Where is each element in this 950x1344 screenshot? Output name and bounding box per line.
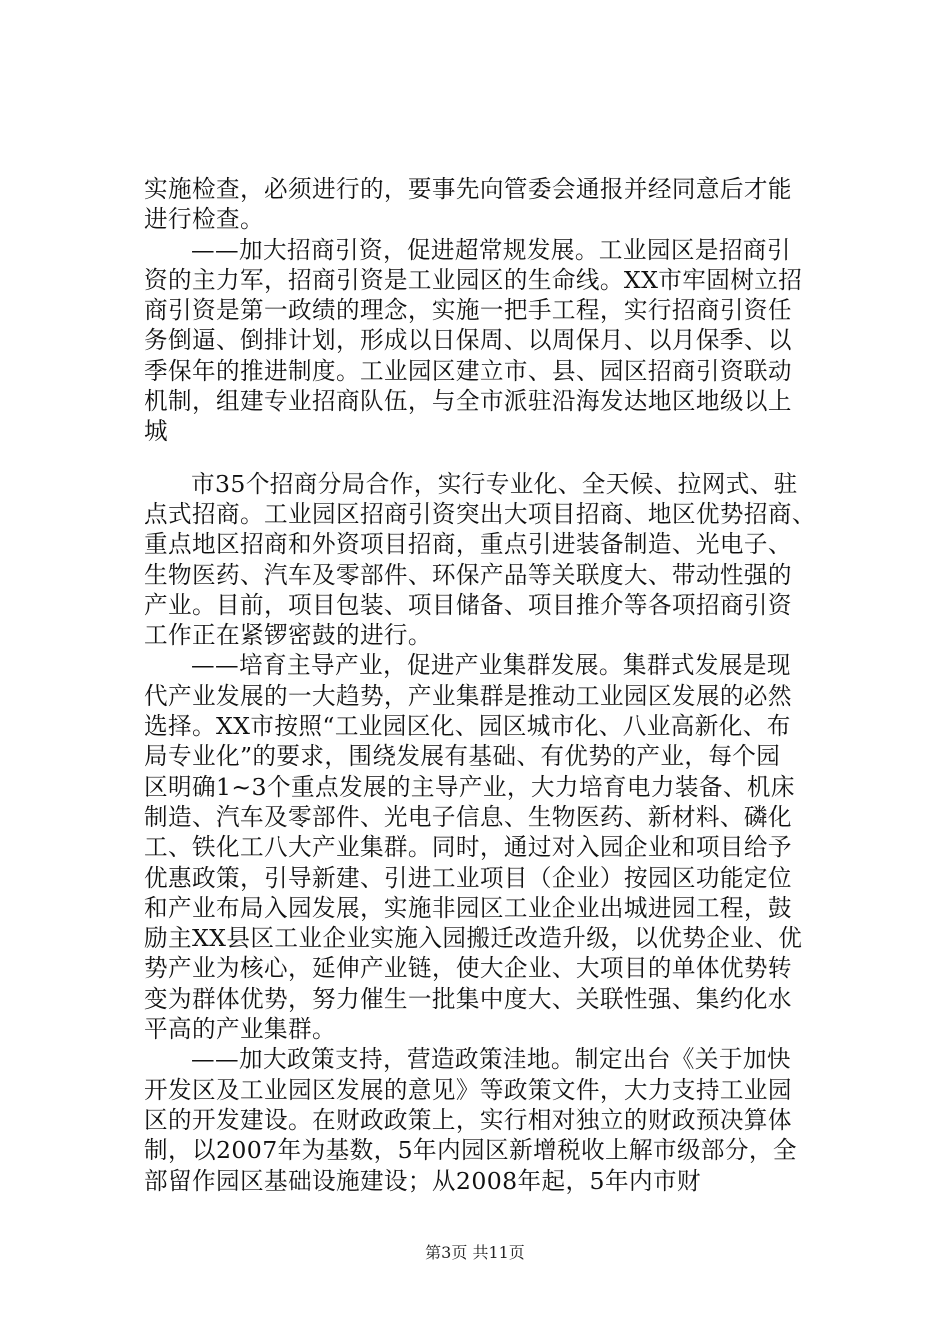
- text-line: 城: [144, 417, 168, 446]
- text-line: 代产业发展的一大趋势，产业集群是推动工业园区发展的必然: [144, 681, 792, 710]
- paragraph-start-line: ——加大招商引资，促进超常规发展。工业园区是招商引: [191, 235, 791, 264]
- text-line: 工作正在紧锣密鼓的进行。: [144, 621, 432, 650]
- text-line: 生物医药、汽车及零部件、环保产品等关联度大、带动性强的: [144, 560, 792, 589]
- text-line: 局专业化”的要求，围绕发展有基础、有优势的产业，每个园: [144, 742, 781, 771]
- text-line: 部留作园区基础设施建设；从2008年起，5年内市财: [144, 1166, 701, 1195]
- text-line: 区的开发建设。在财政政策上，实行相对独立的财政预决算体: [144, 1105, 792, 1134]
- text-line: 制，以2007年为基数，5年内园区新增税收上解市级部分，全: [144, 1136, 797, 1165]
- paragraph-gap: [144, 447, 844, 469]
- text-line: 机制，组建专业招商队伍，与全市派驻沿海发达地区地级以上: [144, 387, 792, 416]
- text-line: 季保年的推进制度。工业园区建立市、县、园区招商引资联动: [144, 356, 792, 385]
- text-line: 制造、汽车及零部件、光电子信息、生物医药、新材料、磷化: [144, 802, 792, 831]
- text-line: 资的主力军，招商引资是工业园区的生命线。XX市牢固树立招: [144, 265, 803, 294]
- page-number-footer: 第3页 共11页: [425, 1243, 525, 1262]
- text-line: 平高的产业集群。: [144, 1015, 336, 1044]
- text-line: 进行检查。: [144, 205, 264, 234]
- text-line: 重点地区招商和外资项目招商，重点引进装备制造、光电子、: [144, 530, 792, 559]
- paragraph-start-line: ——培育主导产业，促进产业集群发展。集群式发展是现: [191, 651, 791, 680]
- text-line: 产业。目前，项目包装、项目储备、项目推介等各项招商引资: [144, 590, 792, 619]
- paragraph-start-line: 市35个招商分局合作，实行专业化、全天候、拉网式、驻: [191, 469, 798, 498]
- text-line: 和产业布局入园发展，实施非园区工业企业出城进园工程，鼓: [144, 893, 792, 922]
- document-body: [144, 174, 844, 1196]
- text-line: 工、铁化工八大产业集群。同时，通过对入园企业和项目给予: [144, 833, 792, 862]
- text-line: 点式招商。工业园区招商引资突出大项目招商、地区优势招商、: [144, 499, 816, 528]
- text-line: 变为群体优势，努力催生一批集中度大、关联性强、集约化水: [144, 984, 792, 1013]
- text-line: 选择。XX市按照“工业园区化、园区城市化、八业高新化、布: [144, 712, 791, 741]
- text-line: 优惠政策，引导新建、引进工业项目（企业）按园区功能定位: [144, 863, 792, 892]
- text-line: 开发区及工业园区发展的意见》等政策文件，大力支持工业园: [144, 1075, 792, 1104]
- text-line: 区明确1~3个重点发展的主导产业，大力培育电力装备、机床: [144, 772, 795, 801]
- paragraph-start-line: ——加大政策支持，营造政策洼地。制定出台《关于加快: [191, 1045, 791, 1074]
- text-line: 励主XX县区工业企业实施入园搬迁改造升级，以优势企业、优: [144, 924, 803, 953]
- text-line: 实施检查，必须进行的，要事先向管委会通报并经同意后才能: [144, 175, 792, 203]
- text-line: 势产业为核心，延伸产业链，使大企业、大项目的单体优势转: [144, 954, 792, 983]
- text-line: 务倒逼、倒排计划，形成以日保周、以周保月、以月保季、以: [144, 326, 792, 355]
- text-line: 商引资是第一政绩的理念，实施一把手工程，实行招商引资任: [144, 296, 792, 325]
